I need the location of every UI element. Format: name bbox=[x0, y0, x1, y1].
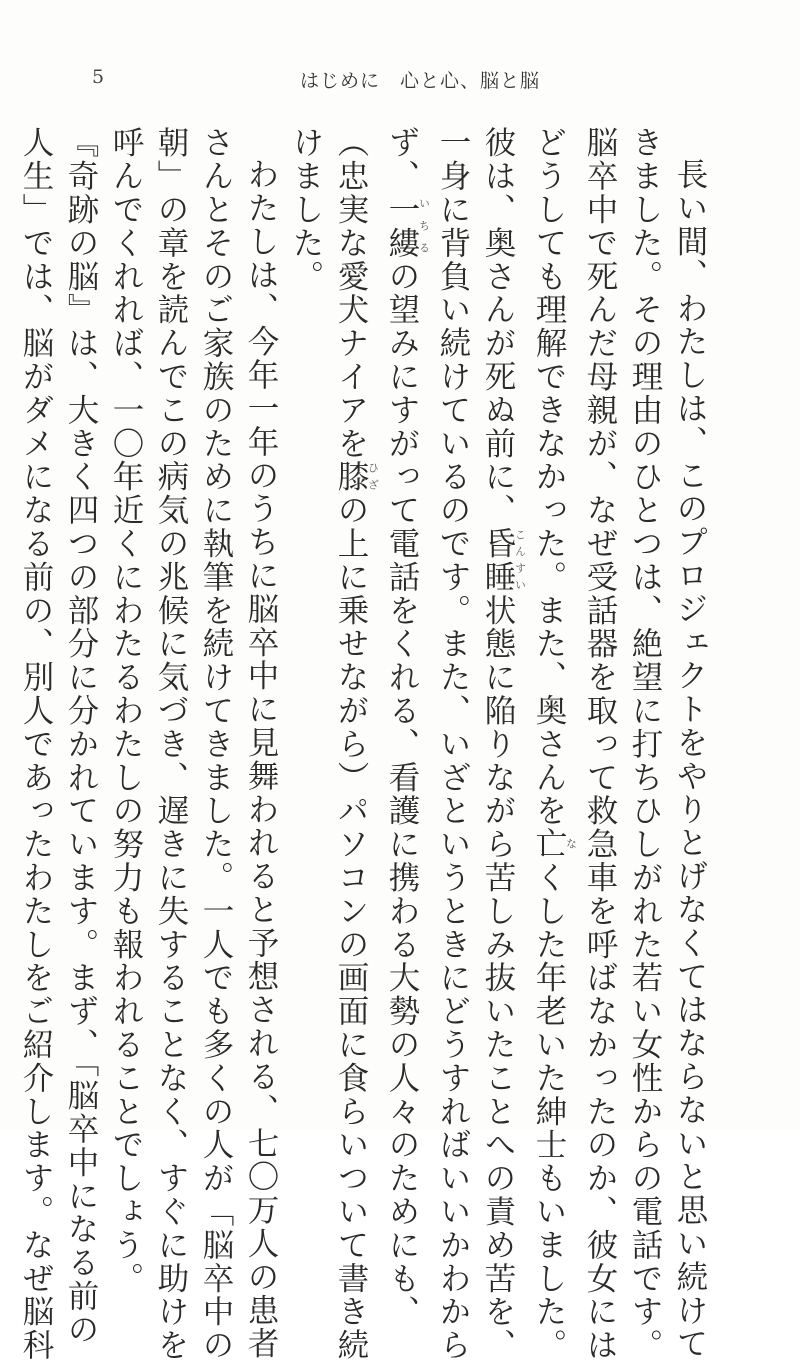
text-segment: 状態に陥りながら苦しみ抜いたことへの責め苦を、 bbox=[480, 593, 516, 1362]
running-header: はじめに 心と心、脳と脳 bbox=[300, 70, 541, 92]
text-column bbox=[328, 126, 380, 1362]
text-column bbox=[622, 126, 667, 1362]
text-column bbox=[58, 126, 103, 1347]
text-column bbox=[13, 126, 58, 1362]
text-segment: どうしても理解できなかった。また、奥さんを bbox=[531, 126, 567, 828]
text-column bbox=[430, 126, 475, 1362]
text-segment: ず、 bbox=[384, 126, 420, 193]
text-column bbox=[667, 126, 712, 1361]
text-column bbox=[379, 126, 431, 1329]
text-segment: 脳卒中で死んだ母親が、なぜ受話器を取って救急車を呼ばなかったのか、彼女には bbox=[582, 126, 618, 1362]
text-column bbox=[526, 126, 578, 1362]
text-column bbox=[577, 126, 622, 1362]
text-segment: 一身に背負い続けているのです。また、いざというときにどうすればいいかわから bbox=[435, 126, 471, 1362]
text-column bbox=[283, 126, 328, 1076]
text-segment: けました。 bbox=[288, 126, 324, 293]
page-number: 5 bbox=[92, 66, 105, 88]
text-segment: 『奇跡の脳』は、大きく四つの部分に分かれています。まず、「脳卒中になる前の bbox=[63, 126, 99, 1347]
text-segment: くした年老いた紳士もいました。 bbox=[531, 860, 567, 1362]
body-text bbox=[18, 126, 712, 1362]
text-segment: 長い間、わたしは、このプロジェクトをやりとげなくてはならないと思い続けて bbox=[672, 158, 708, 1361]
ruby-reading: こんすい bbox=[513, 526, 527, 594]
text-column bbox=[475, 126, 527, 1362]
ruby-base: 膝 bbox=[333, 460, 369, 494]
ruby-annotation bbox=[531, 827, 578, 861]
text-segment: （忠実な愛犬ナイアを bbox=[333, 126, 369, 460]
text-segment: の望みにすがって電話をくれる、看護に携わる大勢の人々のためにも、 bbox=[384, 259, 420, 1329]
ruby-reading: いちる bbox=[417, 192, 431, 260]
text-column bbox=[103, 126, 148, 1295]
text-segment: 朝」の章を読んでこの病気の兆候に気づき、遅きに失することなく、すぐに助けを bbox=[153, 126, 189, 1362]
text-column bbox=[193, 126, 238, 1362]
text-column bbox=[238, 126, 283, 1361]
ruby-reading: ひざ bbox=[366, 460, 380, 494]
ruby-base: 亡 bbox=[531, 827, 567, 861]
text-segment: 彼は、奥さんが死ぬ前に、 bbox=[480, 126, 516, 527]
text-segment: さんとそのご家族のために執筆を続けてきました。一人でも多くの人が「脳卒中の bbox=[198, 126, 234, 1362]
text-column bbox=[148, 126, 193, 1362]
ruby-reading: な bbox=[564, 827, 578, 861]
ruby-base: 一縷 bbox=[384, 192, 420, 260]
text-segment: の上に乗せながら）パソコンの画面に食らいついて書き続 bbox=[333, 493, 369, 1362]
text-segment: 人生」では、脳がダメになる前の、別人であったわたしをご紹介します。なぜ脳科 bbox=[18, 126, 54, 1362]
ruby-annotation bbox=[333, 460, 380, 494]
ruby-annotation bbox=[480, 526, 527, 594]
text-segment: きました。その理由のひとつは、絶望に打ちひしがれた若い女性からの電話です。 bbox=[627, 126, 663, 1362]
ruby-annotation bbox=[384, 192, 431, 260]
text-segment: わたしは、今年一年のうちに脳卒中に見舞われると予想される、七〇万人の患者 bbox=[243, 158, 279, 1361]
text-segment: 呼んでくれれば、一〇年近くにわたるわたしの努力も報われることでしょう。 bbox=[108, 126, 144, 1295]
ruby-base: 昏睡 bbox=[480, 526, 516, 594]
